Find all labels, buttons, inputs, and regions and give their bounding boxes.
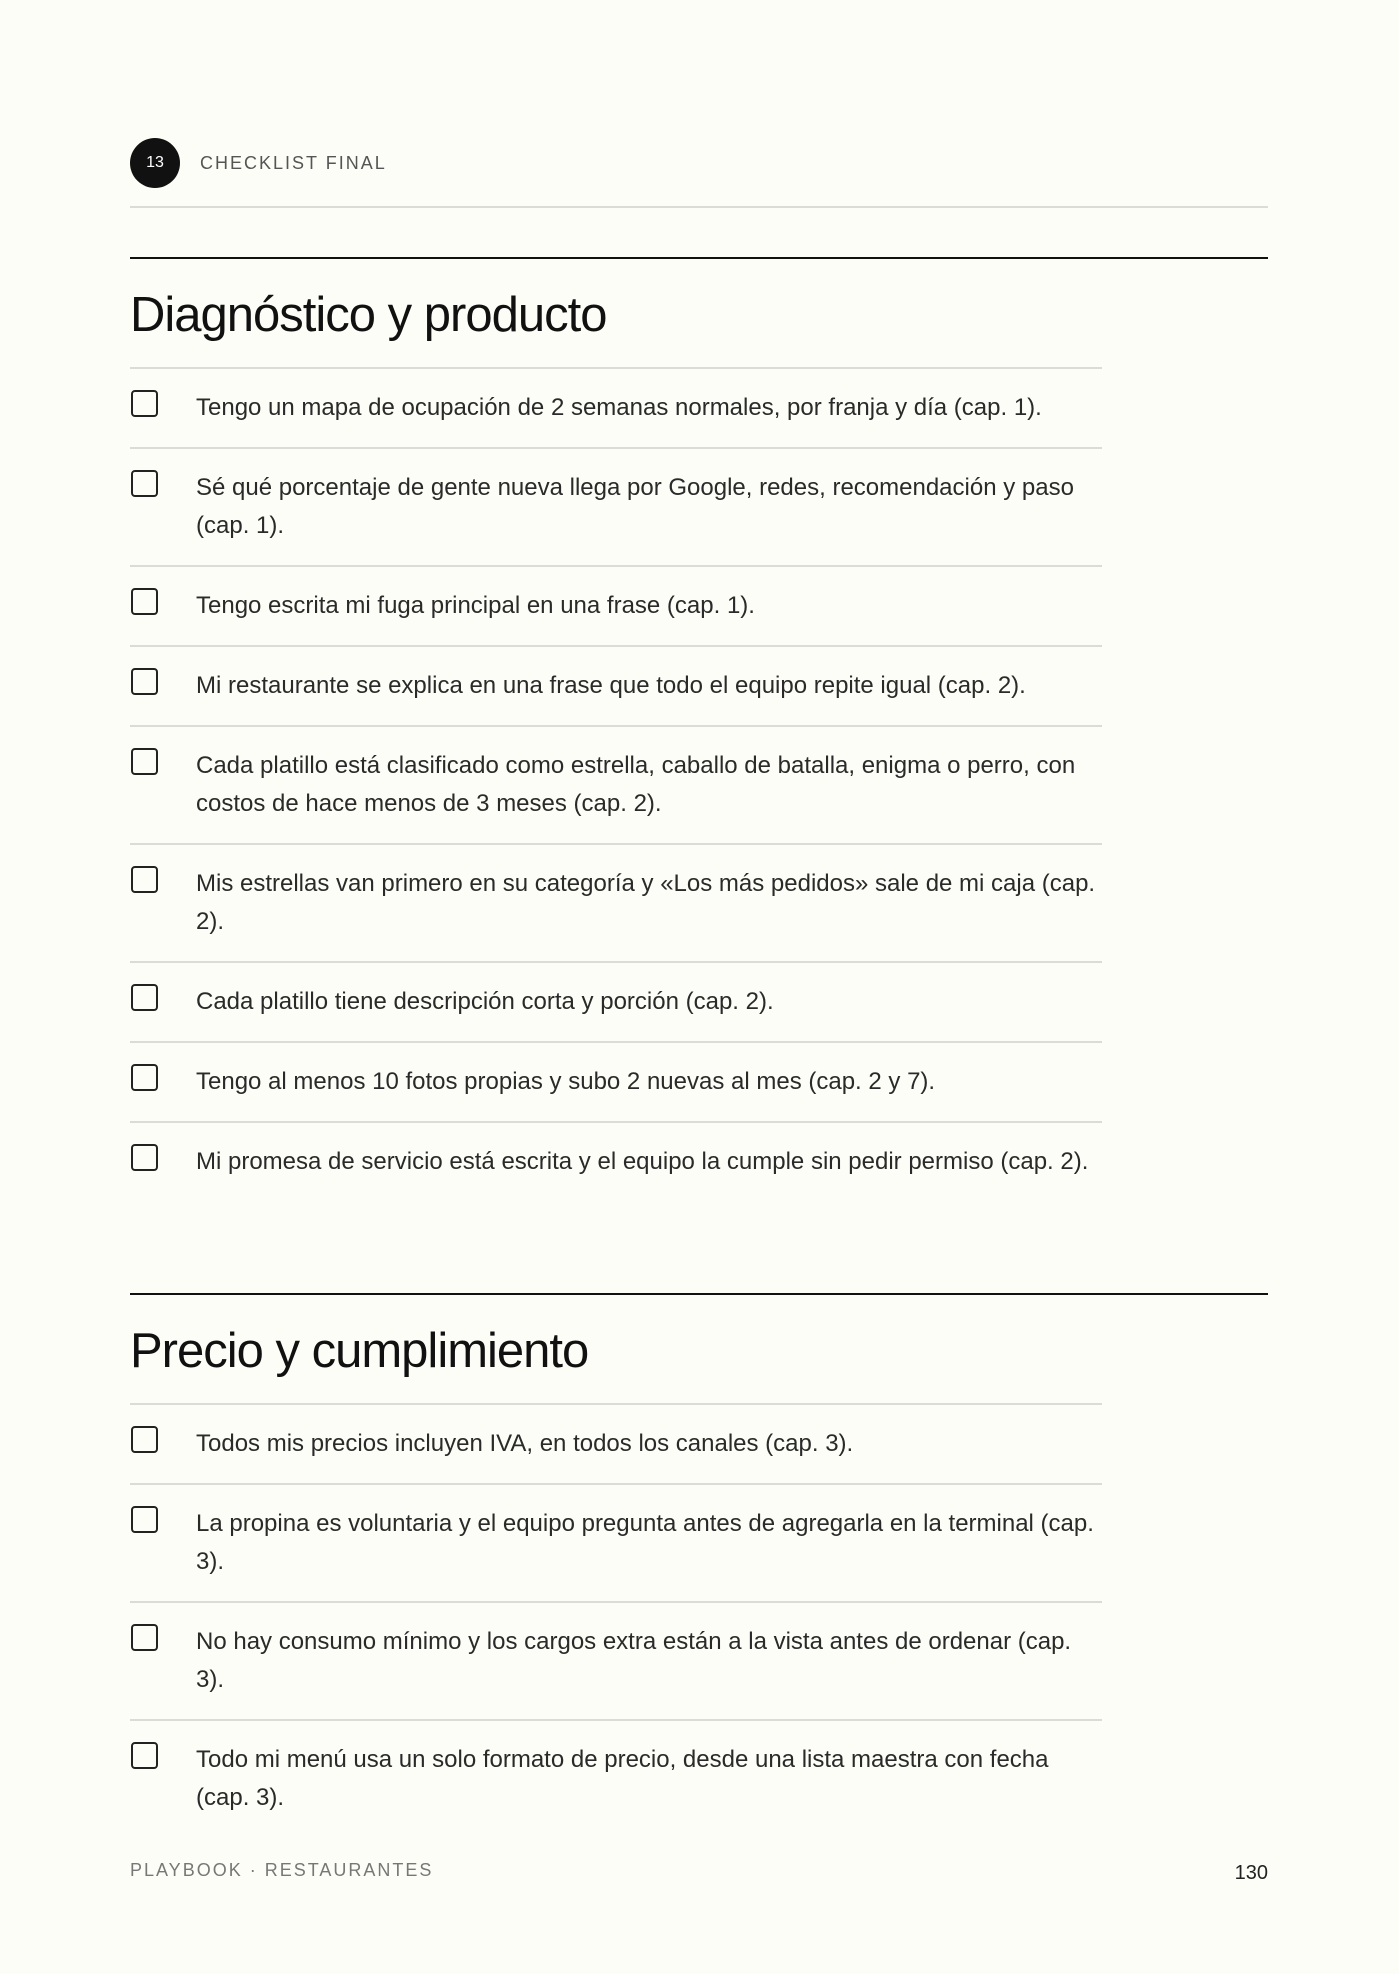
chapter-number-badge: 13 <box>130 138 180 188</box>
checklist-item-text: La propina es voluntaria y el equipo pregunta antes de agregarla en la terminal (cap. 3). <box>196 1510 1094 1575</box>
checklist-item <box>130 1405 1102 1485</box>
page-number: 130 <box>1234 1862 1268 1884</box>
chapter-title: CHECKLIST FINAL <box>200 153 387 173</box>
checkbox[interactable] <box>131 1742 158 1769</box>
checklist-item-text: Tengo al menos 10 fotos propias y subo 2 nuevas al mes (cap. 2 y 7). <box>196 1068 936 1095</box>
checklist <box>130 1403 1102 1837</box>
checklist-item <box>130 1721 1102 1837</box>
checklist-item <box>130 963 1102 1043</box>
checklist-item-text: Tengo un mapa de ocupación de 2 semanas normales, por franja y día (cap. 1). <box>196 394 1042 421</box>
section-title: Diagnóstico y producto <box>130 288 607 342</box>
checklist-item-text: Sé qué porcentaje de gente nueva llega por Google, redes, recomendación y paso (cap. 1). <box>196 474 1074 539</box>
section-precio <box>130 1293 1268 1837</box>
checklist <box>130 367 1102 1201</box>
checklist-item <box>130 1603 1102 1721</box>
checklist-item-text: Cada platillo tiene descripción corta y porción (cap. 2). <box>196 988 774 1015</box>
checkbox[interactable] <box>131 984 158 1011</box>
checklist-item-text: Todos mis precios incluyen IVA, en todos los canales (cap. 3). <box>196 1430 854 1457</box>
checkbox[interactable] <box>131 866 158 893</box>
checkbox[interactable] <box>131 470 158 497</box>
checklist-item <box>130 1123 1102 1201</box>
section-title: Precio y cumplimiento <box>130 1324 589 1378</box>
footer-publication: PLAYBOOK · RESTAURANTES <box>130 1860 434 1880</box>
checklist-item <box>130 449 1102 567</box>
checkbox[interactable] <box>131 1624 158 1651</box>
checklist-item-text: Todo mi menú usa un solo formato de precio, desde una lista maestra con fecha (cap. 3). <box>196 1746 1049 1811</box>
checkbox[interactable] <box>131 390 158 417</box>
checklist-item <box>130 567 1102 647</box>
checklist-item <box>130 1043 1102 1123</box>
checklist-item-text: No hay consumo mínimo y los cargos extra están a la vista antes de ordenar (cap. 3). <box>196 1628 1072 1693</box>
checkbox[interactable] <box>131 1426 158 1453</box>
section-divider <box>130 257 1268 259</box>
section-divider <box>130 1293 1268 1295</box>
checklist-item <box>130 369 1102 449</box>
checkbox[interactable] <box>131 1064 158 1091</box>
checkbox[interactable] <box>131 748 158 775</box>
checkbox[interactable] <box>131 1144 158 1171</box>
chapter-header <box>130 138 1268 208</box>
checkbox[interactable] <box>131 668 158 695</box>
section-diagnostico <box>130 257 1268 1201</box>
checkbox[interactable] <box>131 588 158 615</box>
checklist-item-text: Tengo escrita mi fuga principal en una frase (cap. 1). <box>196 592 755 619</box>
checklist-item-text: Mis estrellas van primero en su categoría y «Los más pedidos» sale de mi caja (cap. 2). <box>196 870 1096 935</box>
checkbox[interactable] <box>131 1506 158 1533</box>
checklist-item-text: Mi promesa de servicio está escrita y el equipo la cumple sin pedir permiso (cap. 2). <box>196 1148 1089 1175</box>
checklist-item-text: Cada platillo está clasificado como estrella, caballo de batalla, enigma o perro, con costos de hace menos de 3 meses (cap. 2). <box>196 752 1076 817</box>
checklist-item <box>130 647 1102 727</box>
checklist-item-text: Mi restaurante se explica en una frase que todo el equipo repite igual (cap. 2). <box>196 672 1026 699</box>
checklist-item <box>130 1485 1102 1603</box>
checklist-item <box>130 727 1102 845</box>
checklist-item <box>130 845 1102 963</box>
